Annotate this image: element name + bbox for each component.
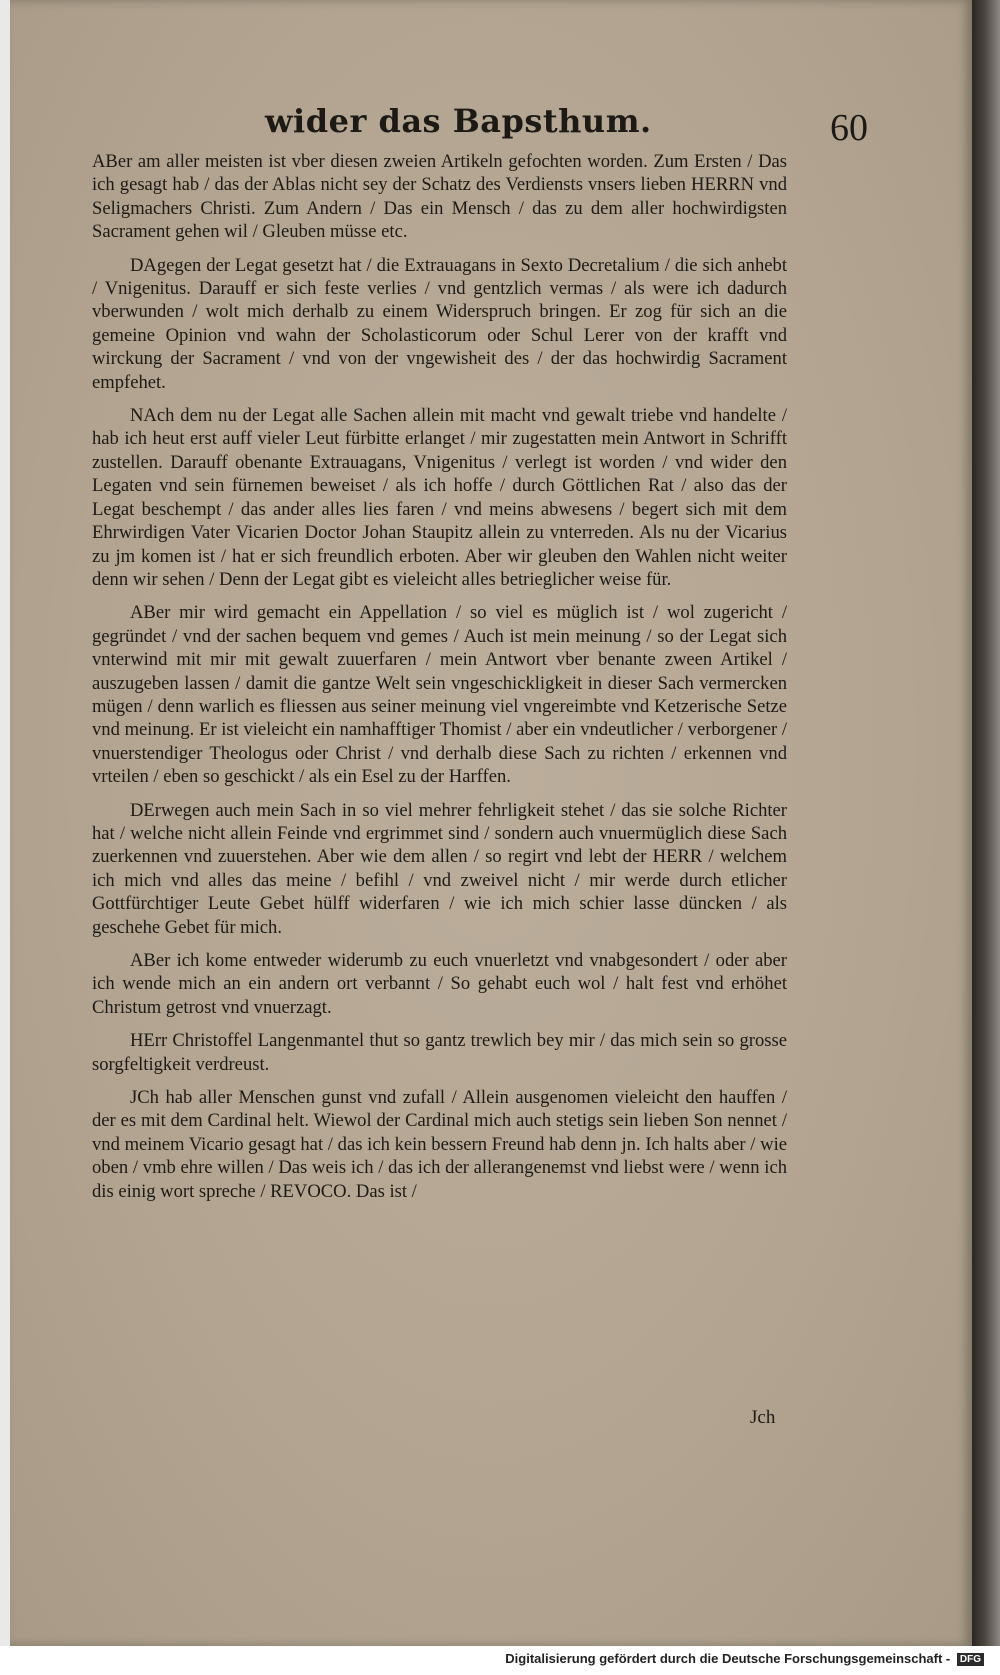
credit-text: Digitalisierung gefördert durch die Deutsche Forschungsgemeinschaft - bbox=[505, 1651, 951, 1666]
paragraph-4: ABer mir wird gemacht ein Appellation / so viel es müglich ist / wol zugericht / gegründet / vnd der sachen bequem vnd gemes / Auch ist mein meinung / so der Legat sich vnterwind mit mir mit gewalt zuuerfaren / mein Antwort vber benante zween Artikel / auszugeben lassen / damit die gantze Welt sein vngeschickligkeit in dieser Sach vermercken mügen / denn warlich es fliessen aus seiner meinung viel vngereimbte vnd Ketzerische Setze vnd meinung. Er ist vieleicht ein namhafftiger Thomist / aber ein vndeutlicher / verborgener / vnuerstendiger Theologus oder Christ / vnd derhalb diese Sach zu richten / erkennen vnd vrteilen / eben so geschickt / als ein Esel zu der Harffen. bbox=[92, 602, 787, 788]
paragraph-8: JCh hab aller Menschen gunst vnd zufall / Allein ausgenomen vieleicht den hauffen / der es mit dem Cardinal helt. Wiewol der Cardinal mich auch stetigs sein lieben Son nennet / vnd meinem Vicario gesagt hat / das ich kein bessern Freund hab denn jn. Ich halts aber / wie oben / vmb ehre willen / Das weis ich / das ich der allerangenemst vnd liebst were / wenn ich dis einig wort spreche / REVOCO. Das ist / bbox=[92, 1087, 787, 1202]
digitization-credit bbox=[505, 1651, 984, 1666]
dfg-logo: DFG bbox=[957, 1653, 984, 1666]
running-head: wider das Bapsthum. bbox=[265, 102, 652, 140]
paragraph-5: DErwegen auch mein Sach in so viel mehrer fehrligkeit stehet / das sie solche Richter hat / welche nicht allein Feinde vnd ergrimmet sind / sondern auch vnuermüglich diese Sach zuerkennen vnd zuuerstehen. Aber wie dem allen / so regirt vnd lebt der HERR / welchem ich mich vnd alles das meine / befihl / vnd zweivel nicht / mir werde durch etlicher Gottfürchtiger Leute Gebet hülff widerfaren / wie ich mich schier lasse düncken / als geschehe Gebet für mich. bbox=[92, 799, 787, 938]
page-number: 60 bbox=[830, 107, 868, 149]
paragraph-7: HErr Christoffel Langenmantel thut so gantz trewlich bey mir / das mich sein so grosse sorgfeltigkeit verdreust. bbox=[92, 1030, 787, 1075]
catchword: Jch bbox=[750, 1407, 776, 1428]
paragraph-3: NAch dem nu der Legat alle Sachen allein mit macht vnd gewalt triebe vnd handelte / hab ich heut erst auff vieler Leut fürbitte erlanget / mir zugestatten mein Antwort in Schrifft zustellen. Darauff obenante Extrauagans, Vnigenitus / verlegt ist worden / vnd wider den Legaten vnd sein fürnemen beweiset / als ich hoffe / durch Göttlichen Rat / also das der Legat beschempt / das ander alles lies faren / vnd meins abwesens / begert sich mit dem Ehrwirdigen Vater Vicarien Doctor Johan Staupitz allein zu vnterreden. Als nu der Vicarius zu jm komen ist / hat er sich freundlich erboten. Aber wir gleuben den Wahlen nicht weiter denn wir sehen / Denn der Legat gibt es vieleicht alles betrieglicher weise für. bbox=[92, 405, 787, 590]
paragraph-2: DAgegen der Legat gesetzt hat / die Extrauagans in Sexto Decretalium / die sich anhebt / Vnigenitus. Darauff er sich feste verlies / vnd gentzlich vermas / als were ich dadurch vberwunden / wolt mich derhalb zu einem Widerspruch bringen. Er zog für sich an die gemeine Opinion vnd wahn der Scholasticorum oder Schul Lerer von der krafft vnd wirckung der Sacrament / vnd von der vngewisheit des / der das hochwirdig Sacrament empfehet. bbox=[92, 254, 787, 393]
book-spine bbox=[972, 0, 1000, 1646]
paragraph-6: ABer ich kome entweder widerumb zu euch vnuerletzt vnd vnabgesondert / oder aber ich wende mich an ein andern ort verbannt / So gehabt euch wol / halt fest vnd erhöhet Christum getrost vnd vnuerzagt. bbox=[92, 950, 787, 1018]
text-block bbox=[92, 150, 787, 1203]
book-page bbox=[10, 0, 972, 1646]
paragraph-1: ABer am aller meisten ist vber diesen zweien Artikeln gefochten worden. Zum Ersten / Das ich gesagt hab / das der Ablas nicht sey der Schatz des Verdiensts vnsers lieben HERRN vnd Seligmachers Christi. Zum Andern / Das ein Mensch / das zu dem aller hochwirdigsten Sacrament gehen wil / Gleuben müsse etc. bbox=[92, 151, 787, 243]
